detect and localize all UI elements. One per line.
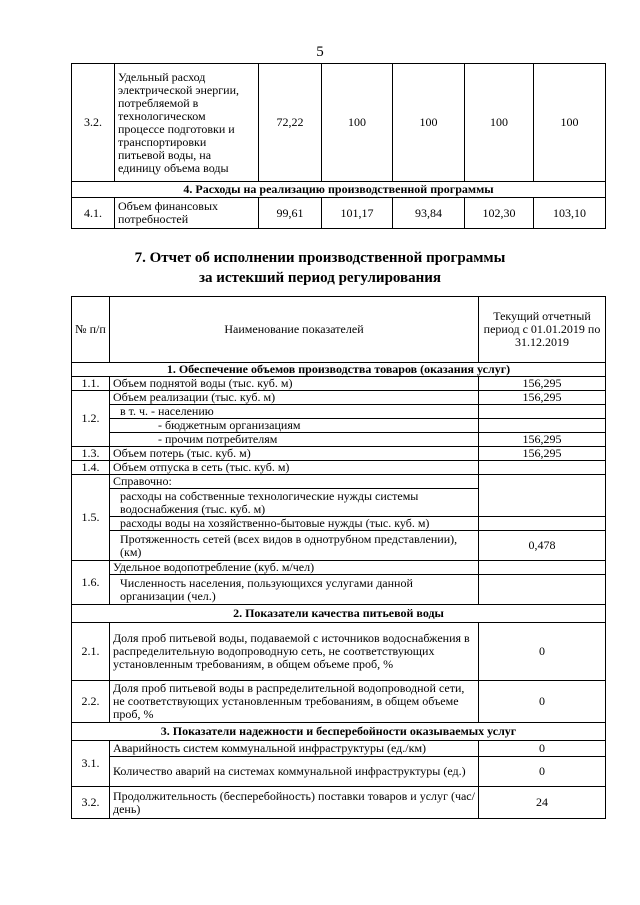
section-title: 4. Расходы на реализацию производственной программы <box>72 182 606 198</box>
continued-table <box>71 63 606 229</box>
table-row <box>72 405 606 419</box>
indicator-name: Продолжительность (бесперебойность) поставки товаров и услуг (час/день) <box>110 787 479 819</box>
value-cell <box>479 475 606 517</box>
table-row <box>72 419 606 433</box>
value-cell: 99,61 <box>259 198 322 229</box>
section-row <box>72 723 606 741</box>
row-number: 1.4. <box>72 461 110 475</box>
table-row <box>72 575 606 605</box>
value-cell: 93,84 <box>393 198 465 229</box>
section-row <box>72 363 606 377</box>
table-row <box>72 391 606 405</box>
indicator-subitem: Численность населения, пользующихся услугами данной организации (чел.) <box>110 575 479 605</box>
table-row <box>72 741 606 757</box>
table-row <box>72 433 606 447</box>
row-number: 1.2. <box>72 391 110 447</box>
section-title: 1. Обеспечение объемов производства товаров (оказания услуг) <box>72 363 606 377</box>
value-cell: 72,22 <box>259 64 322 182</box>
value-cell: 101,17 <box>322 198 393 229</box>
indicator-name: Объем реализации (тыс. куб. м) <box>110 391 479 405</box>
indicator-subitem: в т. ч. - населению <box>110 405 479 419</box>
table-row <box>72 517 606 531</box>
header-period: Текущий отчетный период с 01.01.2019 по 31.12.2019 <box>479 297 606 363</box>
row-number: 2.2. <box>72 681 110 723</box>
value-cell: 0 <box>479 623 606 681</box>
heading-line-2: за истекший период регулирования <box>198 270 442 286</box>
header-num: № п/п <box>72 297 110 363</box>
value-cell: 156,295 <box>479 433 606 447</box>
table-row <box>72 447 606 461</box>
value-cell: 100 <box>534 64 606 182</box>
indicator-name: Справочно: <box>110 475 479 489</box>
row-number: 3.2. <box>72 787 110 819</box>
value-cell: 103,10 <box>534 198 606 229</box>
section-row <box>72 605 606 623</box>
indicator-name: Количество аварий на системах коммунальной инфраструктуры (ед.) <box>110 757 479 787</box>
indicator-name: Объем отпуска в сеть (тыс. куб. м) <box>110 461 479 475</box>
table-row <box>72 787 606 819</box>
value-cell: 100 <box>322 64 393 182</box>
indicator-subitem: - бюджетным организациям <box>110 419 479 433</box>
heading-line-1: 7. Отчет об исполнении производственной программы <box>134 250 506 266</box>
table-row <box>72 475 606 489</box>
indicator-subitem: - прочим потребителям <box>110 433 479 447</box>
value-cell <box>479 461 606 475</box>
section-heading <box>0 248 640 288</box>
value-cell: 0 <box>479 757 606 787</box>
indicator-name: Объем потерь (тыс. куб. м) <box>110 447 479 461</box>
row-number: 3.2. <box>72 64 115 182</box>
row-number: 1.6. <box>72 561 110 605</box>
indicator-name: Аварийность систем коммунальной инфраструктуры (ед./км) <box>110 741 479 757</box>
table-row <box>72 757 606 787</box>
indicator-subitem: расходы воды на хозяйственно-бытовые нужды (тыс. куб. м) <box>110 517 479 531</box>
indicator-name: Удельное водопотребление (куб. м/чел) <box>110 561 479 575</box>
row-number: 3.1. <box>72 741 110 787</box>
value-cell <box>479 561 606 575</box>
value-cell: 0 <box>479 741 606 757</box>
table-row <box>72 531 606 561</box>
row-number: 1.3. <box>72 447 110 461</box>
section-title: 2. Показатели качества питьевой воды <box>72 605 606 623</box>
page-number: 5 <box>316 44 324 60</box>
value-cell: 102,30 <box>465 198 534 229</box>
table-row <box>72 377 606 391</box>
report-table <box>71 296 606 819</box>
table-row <box>72 561 606 575</box>
value-cell <box>479 405 606 419</box>
indicator-name: Объем поднятой воды (тыс. куб. м) <box>110 377 479 391</box>
value-cell: 24 <box>479 787 606 819</box>
indicator-name: Доля проб питьевой воды, подаваемой с источников водоснабжения в распределительную водопроводную сеть, не соответствующих установленным требованиям, в общем объеме проб, % <box>110 623 479 681</box>
section-row <box>72 182 606 198</box>
value-cell: 0 <box>479 681 606 723</box>
value-cell: 156,295 <box>479 377 606 391</box>
row-number: 1.1. <box>72 377 110 391</box>
section-title: 3. Показатели надежности и бесперебойности оказываемых услуг <box>72 723 606 741</box>
value-cell: 100 <box>393 64 465 182</box>
row-number: 4.1. <box>72 198 115 229</box>
table-row <box>72 64 606 182</box>
table-row <box>72 198 606 229</box>
row-number: 1.5. <box>72 475 110 561</box>
table-row <box>72 623 606 681</box>
header-name: Наименование показателей <box>110 297 479 363</box>
indicator-name: Удельный расход электрической энергии, потребляемой в технологическом процессе подготовки и транспортировки питьевой воды, на единицу объема воды <box>115 64 259 182</box>
table-row <box>72 681 606 723</box>
value-cell <box>479 419 606 433</box>
value-cell: 0,478 <box>479 531 606 561</box>
value-cell: 156,295 <box>479 447 606 461</box>
table-row <box>72 461 606 475</box>
indicator-subitem: Протяженность сетей (всех видов в однотрубном представлении), (км) <box>110 531 479 561</box>
value-cell: 156,295 <box>479 391 606 405</box>
indicator-name: Доля проб питьевой воды в распределительной водопроводной сети, не соответствующих установленным требованиям, в общем объеме проб, % <box>110 681 479 723</box>
row-number: 2.1. <box>72 623 110 681</box>
indicator-name: Объем финансовых потребностей <box>115 198 259 229</box>
indicator-subitem: расходы на собственные технологические нужды системы водоснабжения (тыс. куб. м) <box>110 489 479 517</box>
header-row <box>72 297 606 363</box>
value-cell <box>479 517 606 531</box>
value-cell: 100 <box>465 64 534 182</box>
value-cell <box>479 575 606 605</box>
